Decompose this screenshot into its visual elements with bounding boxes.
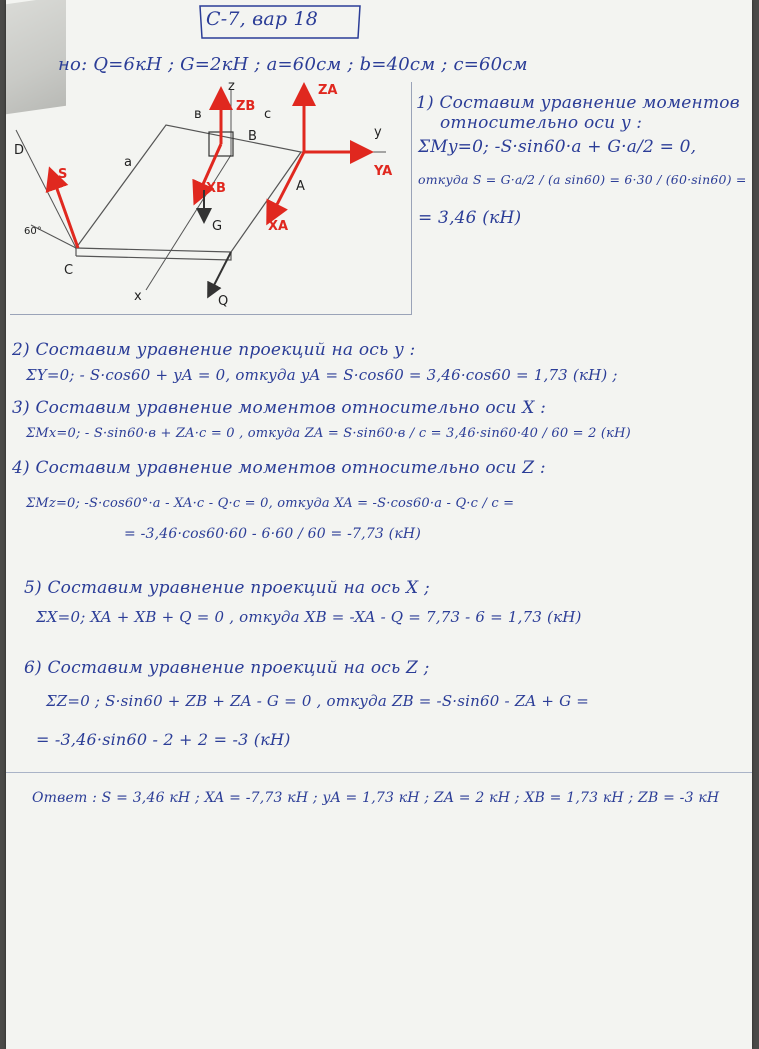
plate — [76, 125, 301, 260]
notebook-page — [6, 0, 752, 1049]
step6-eq2: = -3,46·sin60 - 2 + 2 = -3 (кН) — [36, 730, 291, 749]
step3-eq1: ΣMx=0; - S·sin60·в + ZA·c = 0 , откуда ZA = S·sin60·в / c = 3,46·sin60·40 / 60 = 2 (кН) — [26, 426, 631, 441]
label-ya: YA — [374, 164, 393, 179]
step1-heading: 1) Составим уравнение моментов — [416, 93, 740, 113]
step6-eq1: ΣZ=0 ; S·sin60 + ZB + ZA - G = 0 , откуда ZB = -S·sin60 - ZA + G = — [46, 692, 589, 710]
force-diagram — [6, 80, 416, 320]
step5-eq1: ΣX=0; XA + XB + Q = 0 , откуда XB = -XA - Q = 7,73 - 6 = 1,73 (кН) — [36, 608, 582, 626]
label-za: ZA — [318, 83, 338, 98]
step2-heading: 2) Составим уравнение проекций на ось y : — [12, 340, 416, 360]
label-q: Q — [218, 294, 229, 309]
label-c-dim: c — [264, 107, 272, 122]
label-D: D — [14, 143, 25, 158]
page-title: С-7, вар 18 — [206, 8, 319, 30]
label-xa: XA — [268, 219, 289, 234]
label-z: z — [228, 80, 235, 94]
step2-eq1: ΣY=0; - S·cos60 + yA = 0, откуда yA = S·cos60 = 3,46·cos60 = 1,73 (кН) ; — [26, 366, 618, 384]
label-b-dim: в — [194, 107, 202, 122]
step1-eq1: ΣMy=0; -S·sin60·a + G·a/2 = 0, — [418, 137, 697, 157]
label-x: x — [134, 289, 142, 304]
step4-eq2: = -3,46·cos60·60 - 6·60 / 60 = -7,73 (кН) — [124, 526, 421, 542]
label-angle: 60° — [24, 226, 42, 237]
ruled-line — [6, 772, 752, 773]
answer-line: Ответ : S = 3,46 кН ; XA = -7,73 кН ; yA = 1,73 кН ; ZA = 2 кН ; XB = 1,73 кН ; ZB = -3 кН — [32, 790, 720, 806]
label-y: y — [374, 125, 382, 140]
label-zb: ZB — [236, 99, 256, 114]
step6-heading: 6) Составим уравнение проекций на ось Z ; — [24, 658, 430, 678]
step4-heading: 4) Составим уравнение моментов относительно оси Z : — [12, 458, 546, 478]
label-a-dim: a — [124, 155, 132, 170]
q-arrow — [209, 252, 231, 295]
label-A: A — [296, 179, 305, 194]
s-arrow — [51, 172, 78, 248]
step5-heading: 5) Составим уравнение проекций на ось X ; — [24, 578, 430, 598]
label-xb: XB — [206, 181, 226, 196]
label-g: G — [212, 219, 223, 234]
step4-eq1: ΣMz=0; -S·cos60°·a - XA·c - Q·c = 0, откуда XA = -S·cos60·a - Q·c / c = — [26, 496, 515, 511]
label-c: C — [64, 263, 74, 278]
step1-eq2: откуда S = G·a/2 / (a sin60) = 6·30 / (60·sin60) = — [418, 172, 747, 187]
step1-heading-cont: относительно оси y : — [440, 113, 643, 133]
step1-eq3: = 3,46 (кН) — [418, 208, 522, 228]
given-values: но: Q=6кН ; G=2кН ; a=60см ; b=40см ; c=60см — [58, 54, 528, 75]
label-B: B — [248, 129, 257, 144]
step3-heading: 3) Составим уравнение моментов относительно оси X : — [12, 398, 547, 418]
label-s: S — [58, 167, 68, 182]
